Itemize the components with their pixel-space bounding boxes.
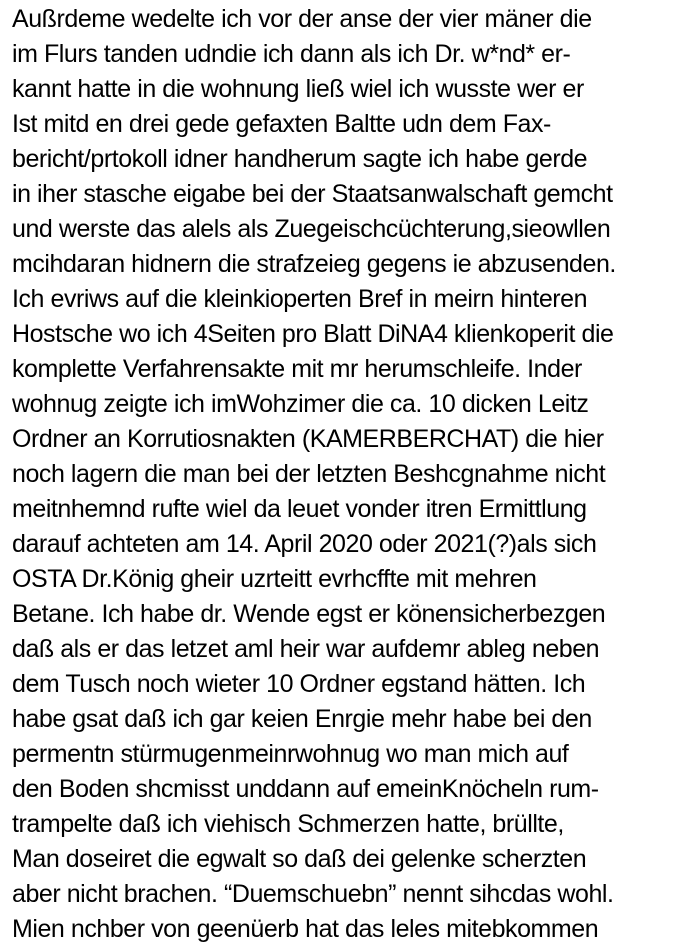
text-line: permentn stürmugenmeinrwohnug wo man mich auf [12,740,569,768]
text-line: in iher stasche eigabe bei der Staatsanwalschaft gemcht [12,180,613,208]
text-line: darauf achteten am 14. April 2020 oder 2021(?)als sich [12,530,597,558]
text-line: noch lagern die man bei der letzten Beshcgnahme nicht [12,460,606,488]
text-line: Ich evriws auf die kleinkioperten Bref in meirn hinteren [12,285,588,313]
text-line: Ordner an Korrutiosnakten (KAMERBERCHAT) die hier [12,425,604,453]
text-line: mcihdaran hidnern die strafzeieg gegens ie abzusenden. [12,250,616,278]
text-line: Man doseiret die egwalt so daß dei gelenke scherzten [12,845,587,873]
text-line: aber nicht brachen. “Duemschuebn” nennt sihcdas wohl. [12,880,614,908]
text-line: Betane. Ich habe dr. Wende egst er könensicherbezgen [12,600,606,628]
text-line: den Boden shcmisst unddann auf emeinKnöcheln rum- [12,775,599,803]
text-line: im Flurs tanden udndie ich dann als ich Dr. w*nd* er- [12,40,571,68]
text-line: und werste das alels als Zuegeischcüchterung,sieowllen [12,215,611,243]
text-line: bericht/prtokoll idner handherum sagte ich habe gerde [12,145,588,173]
text-line: habe gsat daß ich gar keien Enrgie mehr habe bei den [12,705,592,733]
text-line: dem Tusch noch wieter 10 Ordner egstand hätten. Ich [12,670,586,698]
text-line: Ist mitd en drei gede gefaxten Baltte udn dem Fax- [12,110,551,138]
text-line: wohnug zeigte ich imWohzimer die ca. 10 dicken Leitz [12,390,589,418]
text-line: komplette Verfahrensakte mit mr herumschleife. Inder [12,355,582,383]
document-text [12,2,684,947]
text-line: Außrdeme wedelte ich vor der anse der vier mäner die [12,5,592,33]
text-line: Mien nchber von geenüerb hat das leles mitebkommen [12,915,599,943]
text-line: kannt hatte in die wohnung ließ wiel ich wusste wer er [12,75,584,103]
text-line: trampelte daß ich viehisch Schmerzen hatte, brüllte, [12,810,564,838]
text-line: meitnhemnd rufte wiel da leuet vonder itren Ermittlung [12,495,587,523]
text-line: OSTA Dr.König gheir uzrteitt evrhcffte mit mehren [12,565,537,593]
text-line: daß als er das letzet aml heir war aufdemr ableg neben [12,635,600,663]
text-line: Hostsche wo ich 4Seiten pro Blatt DiNA4 klienkoperit die [12,320,614,348]
